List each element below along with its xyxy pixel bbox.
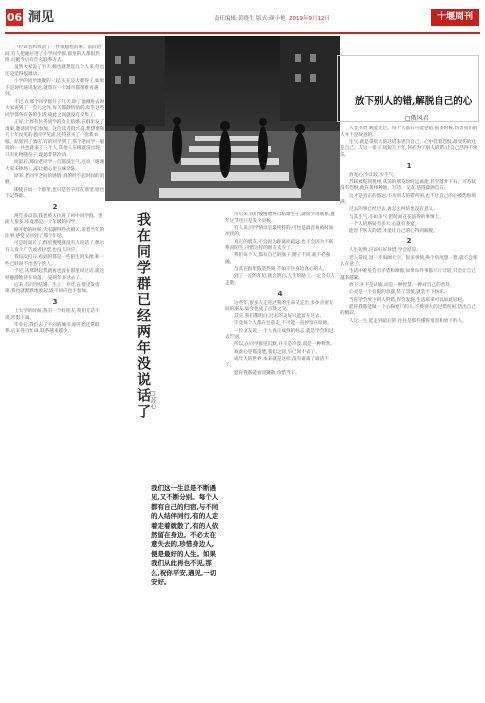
- section-marker-3: 3: [52, 297, 58, 306]
- paragraph: 两年多以前,我也被人拉进了初中同学群。里面人很多,毕竟那是一个年级的同学。: [5, 213, 103, 226]
- editors-names: 责任编辑:黄晓生 版式:颜小艳: [214, 16, 286, 22]
- paragraph: 我每次打开,看到的都是一些陌生的头像,和一些已经叫不出名字的人。: [5, 255, 105, 267]
- issue-date: 2019年9月12日: [288, 16, 330, 22]
- paragraph: 到了一定的年纪,就会明白,人生的路上,一定会有人走散。: [225, 274, 335, 286]
- paragraph: 与其生气,不如争气,把时间花在值得的事情上。: [349, 214, 444, 220]
- paragraph: 不过,在那个同学群开了几天,除了他刚进去时大家说到了一会儿之外,每天都静悄悄的,似乎这些同学都各有各的生活,彼此之间就没有交集了。: [5, 99, 105, 118]
- paragraph: 生活中难免会有矛盾和摩擦,如果每件事都斤斤计较,只会让自己越来越累。: [340, 269, 476, 282]
- article2-title-box: [337, 55, 479, 122]
- paragraph: 老人常说,退一步海阔天空。很多事情,换个角度想一想,就不会那么在意了。: [340, 255, 478, 268]
- paragraph: 一个人的格局有多大,心就有多宽。: [349, 221, 420, 227]
- paragraph: 过去的事已经过去,再怎么纠结也没有意义。: [349, 207, 438, 213]
- paragraph: 可是时间长了,群里慢慢就没有人说话了,偶尔有人发个广告或者拉票,也没人回应。: [5, 241, 105, 253]
- section-marker-2: 2: [52, 202, 58, 211]
- paragraph: 正好,上周有位英同学的女儿结婚,在群里发了请柬,邀请同学们参加。这位读者很兴奋,想想要和几十年没见的老同学见面,还特意买了一套新衣服。结果到了酒店,有的同学到了,那个老同学一般说的:一共也就来了三个人,其他人压根就没出现,只有礼物随份子,现场非常冷清。: [5, 119, 105, 158]
- paragraph: 这些年,很多人走进过我的生命又走出,多少亲密无间的朋友,如今也成了点赞之交。: [225, 300, 334, 313]
- article2-column: [340, 126, 478, 698]
- paragraph: 放宽心,少计较,少生气。: [349, 172, 398, 178]
- article2-title: 放下别人的错,解脱自己的心: [355, 96, 473, 107]
- paragraph: 成年人的世界,本来就是这样,没有谁离了谁活不了。: [225, 356, 329, 369]
- paragraph: 原来,老同学之间的感情,真的经不起时间的消磨。: [5, 173, 105, 186]
- paragraph: 毕竟每个人都在往前走,不可能一直停留在原地。: [234, 321, 332, 327]
- pull-quote: [151, 484, 219, 629]
- section-title: 洞见: [28, 10, 55, 25]
- section-marker-1: 1: [406, 161, 412, 170]
- street-crossing-photo: [105, 36, 340, 201]
- article2-author: □俄风君: [405, 115, 429, 122]
- paragraph: 所以,在同学群里沉默,并不是冷漠,而是一种释然。: [234, 342, 335, 348]
- paragraph: 可后来,我们慢慢地各自结婚生子,就很少再联系,逢年过节也只是发个问候。: [225, 212, 335, 224]
- brand-badge: 十堰周刊: [431, 9, 479, 26]
- article1-middle-column: [225, 212, 335, 697]
- paragraph: 一位读者和我讲了一件很尴尬的事。前段时间,有人把她拉进了小学同学群,群里的人都很热络,问她今后有什么联系方式。: [5, 45, 102, 64]
- paragraph: 当你学会放下别人的错,你会发现,生活原来可以如此轻松。: [349, 297, 467, 303]
- paragraph: 与其在群里假装热闹,不如守住身边真心的人。: [234, 267, 328, 273]
- paragraph: 其实,我们都明白,过去的美好只能留在过去。: [234, 314, 325, 320]
- paragraph: 毕业后,我们去了不同的城市,刚开始还常联系,后来各自忙碌,联系越来越少。: [5, 322, 100, 335]
- page-number: 06: [6, 11, 23, 24]
- pull-quote-text: 我们这一生总是不断遇见,又不断分别。每个人都有自己的归宿,与不同的人结伴同行,有的人走着走着就散了,有的人依然留在身边。不必太在意失去的,珍惜身边人,便是最好的人生。如果我们从此再也不见,那么,祝你平安,遇见,一切安好。: [151, 484, 219, 587]
- paragraph: 苏轼被贬到黄州,从前的朋友纷纷远离他,甚至落井下石。可苏轼没有怨恨,他在黄州种地、写诗、交友,活得潇洒自在。: [340, 179, 476, 192]
- paragraph: 愿你我都能做一个心胸宽广的人,不被别人的过错所困,活出自己的精彩。: [340, 304, 476, 317]
- photo-graphic: [105, 36, 340, 201]
- paragraph: 即使在同一个群里,也只是名字挂在那里,谁也不记得谁。: [5, 187, 105, 200]
- paragraph: 彼此心里都清楚,我们之间,早已回不去了。: [234, 349, 320, 355]
- paragraph: 这才是真正的豁达,不为别人的错所困,也不让自己的心被怨恨填满。: [340, 193, 476, 206]
- paragraph: 我们每个人,都有自己的圈子,圈子不同,就不必强融。: [225, 253, 331, 265]
- section-marker-4: 4: [277, 289, 283, 298]
- paragraph: 刚开始的时候,大家聊得热火朝天,说着当年的往事,感觉又回到了那个年纪。: [5, 227, 105, 240]
- paragraph: 人这一生,能走到最后的,往往是那些懂得宽容和放下的人。: [349, 318, 467, 324]
- paragraph: 心灵是一个有限的容器,装了怨恨,就装不下快乐。: [349, 290, 449, 296]
- section-marker-2b: 2: [406, 237, 412, 246]
- paragraph: 后来,有同学结婚、生子、乔迁,在群里发请柬,我也就默默地收起,既不回应也不参加。: [5, 282, 100, 295]
- paragraph: 于是,从那时起我就再也没在群里说过话,就这样静静地待在角落,一晃两年多过去了。: [5, 268, 105, 281]
- article1-left-column: [5, 45, 105, 695]
- article1-title: 我在同学群已经两年没说话了: [135, 212, 151, 420]
- paragraph: 上大学的时候,我有一个好朋友,我们无话不谈,形影不离。: [5, 308, 100, 321]
- page-header: [0, 0, 485, 34]
- paragraph: 人生短暂,应该好好珍惜,学会原谅。: [349, 248, 421, 254]
- paragraph: 小学的同学地聚的一起,实在是大难得了,如果不是现代通讯发达,就算在一个城市都很难再遇到。: [5, 79, 105, 98]
- paragraph: 一位文友说,一个人真正成熟的标志,就是学会和过去告别。: [225, 328, 334, 341]
- paragraph: 愿你我都能看淡聚散,珍惜当下。: [234, 370, 300, 376]
- editors-line: [214, 14, 330, 22]
- article1-author: □苏心: [149, 390, 156, 409]
- header-rule: [5, 32, 480, 34]
- paragraph: 生气,就是拿别人的过错来惩罚自己。心中装着怨恨,最受伤的还是自己。人这一辈子,短短几十年,何必为了别人的错,让自己活得不快乐。: [340, 139, 478, 158]
- paragraph: 人非圣贤,孰能无过。每个人都有可能犯错,很多时候,伤害我们的人并不是故意的。: [340, 126, 478, 138]
- paragraph: 真正的朋友,不会因为距离而疏远,也不会因为不联系而陌生,可惜这样的朋友太少了。: [225, 239, 334, 252]
- paragraph: 而最后,那位老同学一点都没生气,还说「谢谢大家来捧场」,却让她心里五味杂陈。: [5, 160, 105, 172]
- paragraph: 有人说,同学情谊是最纯粹的,可也是最容易被时间冲淡的。: [225, 225, 334, 238]
- paragraph: 虽然大家说了半天,她也就想起几个人来,但也还是觉得很激动。: [5, 65, 105, 77]
- paragraph: 能容下别人的错,才能让自己的心得到解脱。: [349, 228, 438, 234]
- paragraph: 放下,并不是认输,而是一种智慧,一种对自己的善待。: [349, 283, 455, 289]
